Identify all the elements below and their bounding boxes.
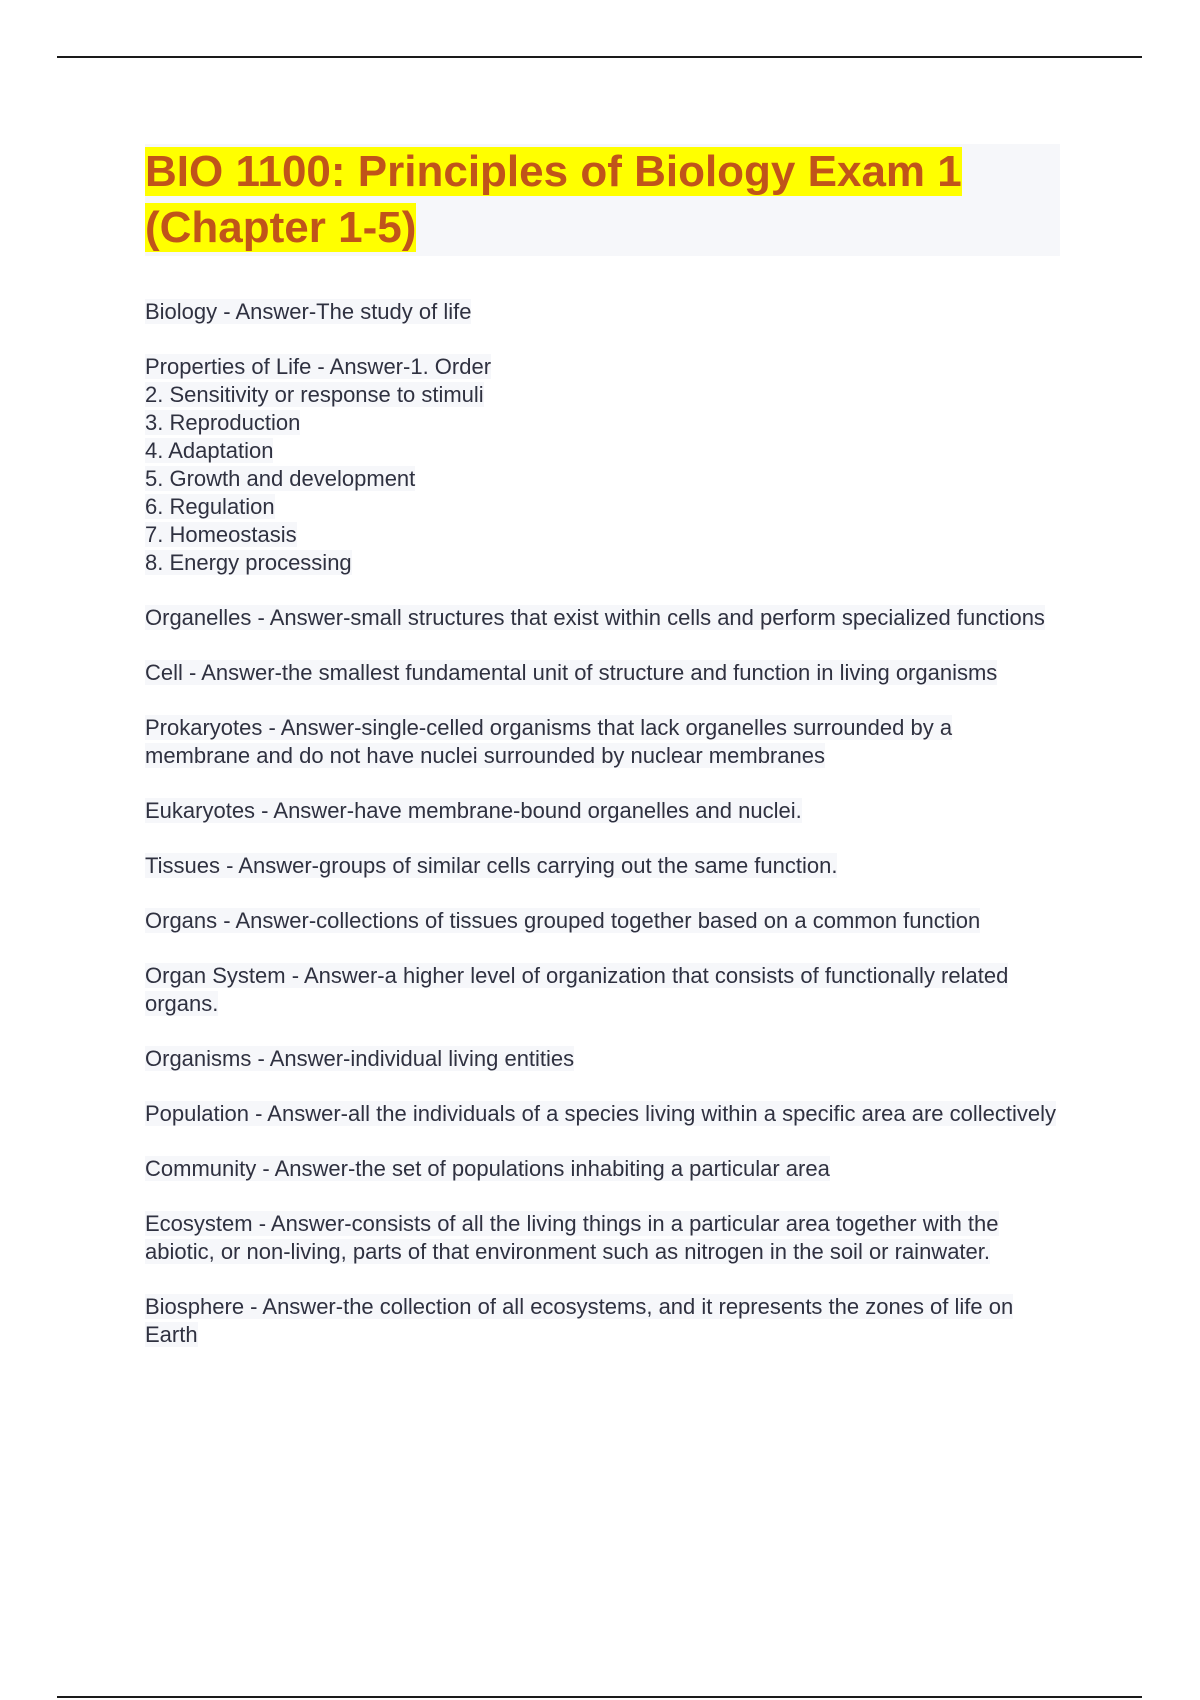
entry-tissues — [145, 852, 1060, 880]
entry-text: Tissues - Answer-groups of similar cells carrying out the same function. — [145, 853, 838, 878]
entry-organisms — [145, 1045, 1060, 1073]
entry-text: Organisms - Answer-individual living entities — [145, 1046, 575, 1071]
entry-properties-of-life — [145, 353, 1060, 577]
entry-biology — [145, 298, 1060, 326]
document-body — [145, 144, 1060, 1376]
entry-organs — [145, 907, 1060, 935]
entry-text: Prokaryotes - Answer-single-celled organisms that lack organelles surrounded by a membrane and do not have nuclei surrounded by nuclear membranes — [145, 715, 953, 768]
entry-text: Biology - Answer-The study of life — [145, 299, 472, 324]
entry-text: Ecosystem - Answer-consists of all the living things in a particular area together with the abiotic, or non-living, parts of that environment such as nitrogen in the soil or rainwater. — [145, 1211, 999, 1264]
entry-biosphere — [145, 1293, 1060, 1349]
title-block — [145, 144, 1060, 256]
entry-organelles — [145, 604, 1060, 632]
entry-eukaryotes — [145, 797, 1060, 825]
entry-text: Community - Answer-the set of populations inhabiting a particular area — [145, 1156, 830, 1181]
entry-community — [145, 1155, 1060, 1183]
header-rule — [57, 56, 1142, 58]
entry-text: Biosphere - Answer-the collection of all ecosystems, and it represents the zones of life on Earth — [145, 1294, 1014, 1347]
entry-text: Properties of Life - Answer-1. Order 2. Sensitivity or response to stimuli 3. Reproduction 4. Adaptation 5. Growth and development 6. Regulation 7. Homeostasis 8. Energy processing — [145, 354, 492, 575]
entry-text: Organelles - Answer-small structures that exist within cells and perform specialized functions — [145, 605, 1045, 630]
entry-text: Cell - Answer-the smallest fundamental unit of structure and function in living organisms — [145, 660, 998, 685]
entry-text: Organs - Answer-collections of tissues grouped together based on a common function — [145, 908, 981, 933]
title-highlight: BIO 1100: Principles of Biology Exam 1 (Chapter 1-5) — [145, 147, 962, 252]
entry-organ-system — [145, 962, 1060, 1018]
entry-text: Population - Answer-all the individuals of a species living within a specific area are collectively — [145, 1101, 1057, 1126]
entry-cell — [145, 659, 1060, 687]
entry-prokaryotes — [145, 714, 1060, 770]
document-title — [145, 144, 1060, 256]
entry-text: Organ System - Answer-a higher level of organization that consists of functionally related organs. — [145, 963, 1009, 1016]
entry-population — [145, 1100, 1060, 1128]
entry-text: Eukaryotes - Answer-have membrane-bound organelles and nuclei. — [145, 798, 802, 823]
footer-rule — [57, 1696, 1142, 1698]
entry-ecosystem — [145, 1210, 1060, 1266]
